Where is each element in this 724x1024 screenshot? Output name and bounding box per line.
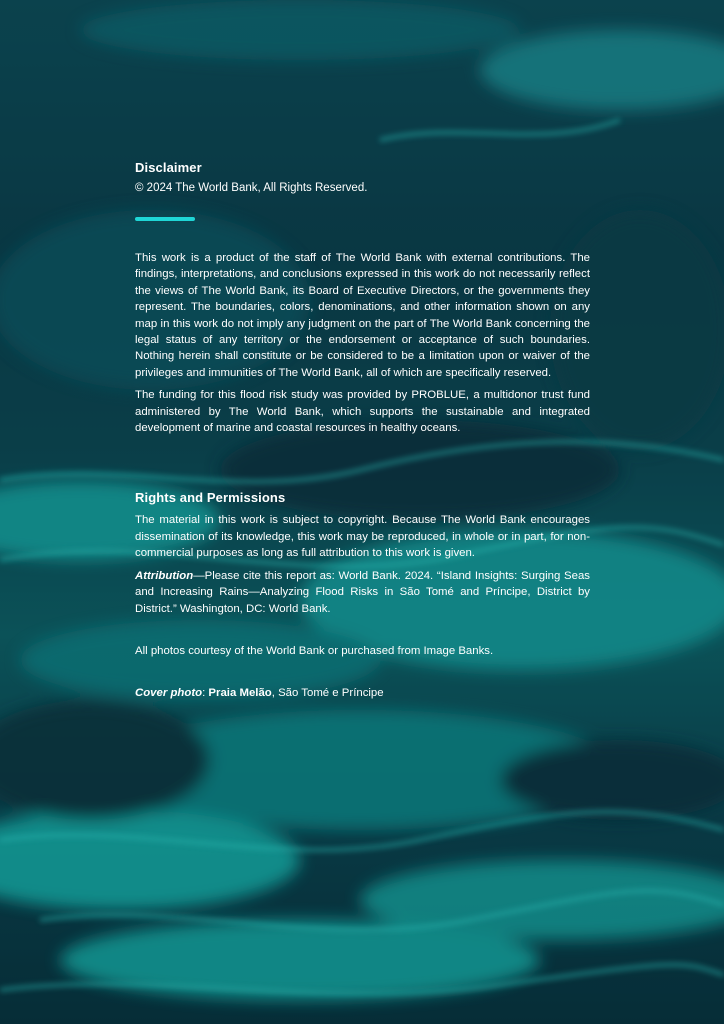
rights-heading: Rights and Permissions xyxy=(135,490,286,506)
rights-section xyxy=(135,490,590,616)
photos-credit: All photos courtesy of the World Bank or purchased from Image Banks. xyxy=(135,644,494,657)
attribution-label: Attribution xyxy=(135,569,194,582)
cover-photo-place: Praia Melão xyxy=(208,686,272,699)
disclaimer-heading: Disclaimer xyxy=(135,160,202,175)
cover-photo-location: , São Tomé e Príncipe xyxy=(271,686,384,699)
cover-photo-separator: : xyxy=(202,686,209,699)
cover-photo-label: Cover photo xyxy=(135,686,203,699)
attribution-text: —Please cite this report as: World Bank. 2024. “Island Insights: Surging Seas and Increasing Rains—Analyzing Flood Risks in São Tomé and Príncipe, District by District.” Washington, DC: World Bank. xyxy=(135,569,590,615)
cover-photo-credit xyxy=(135,687,590,699)
funding-paragraph: The funding for this flood risk study was provided by PROBLUE, a multidonor trust fund administered by The World Bank, which supports the sustainable and integrated development of marine and coastal resources in healthy oceans. xyxy=(135,389,590,435)
attribution-paragraph xyxy=(135,568,590,617)
disclaimer-paragraph: This work is a product of the staff of The World Bank with external contributions. The findings, interpretations, and conclusions expressed in this work do not necessarily reflect the views of The World Bank, its Board of Executive Directors, or the governments they represent. The boundaries, colors, denominations, and other information shown on any map in this work do not imply any judgment on the part of The World Bank concerning the legal status of any territory or the endorsement or acceptance of such boundaries. Nothing herein shall constitute or be considered to be a limitation upon or waiver of the privileges and immunities of The World Bank, all of which are specifically reserved. xyxy=(135,252,590,379)
disclaimer-content xyxy=(135,160,590,699)
rights-paragraph: The material in this work is subject to copyright. Because The World Bank encourages dissemination of its knowledge, this work may be reproduced, in whole or in part, for non-commercial purposes as long as full attribution to this work is given. xyxy=(135,514,590,560)
accent-divider xyxy=(135,217,195,221)
copyright-notice: © 2024 The World Bank, All Rights Reserved. xyxy=(135,182,368,194)
